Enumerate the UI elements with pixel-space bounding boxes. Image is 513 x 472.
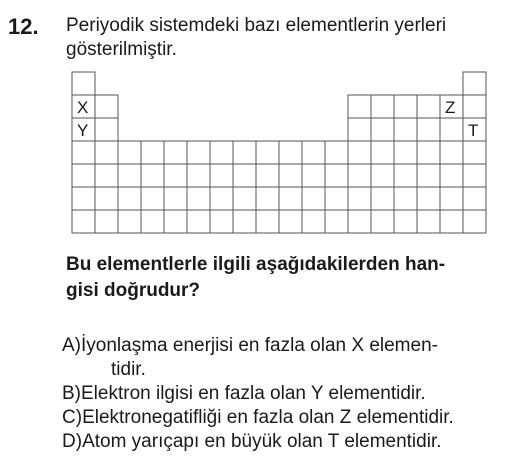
table-cell: [118, 187, 141, 210]
table-cell: [440, 118, 463, 141]
table-cell: [325, 187, 348, 210]
table-cell: [371, 164, 394, 187]
table-cell: [417, 118, 440, 141]
table-cell: [233, 210, 256, 233]
table-cell: [256, 164, 279, 187]
option-d-text: Atom yarıçapı en büyük olan T elementidir.: [82, 431, 442, 452]
table-cell: [141, 210, 164, 233]
table-cell: [118, 210, 141, 233]
table-cell: [233, 141, 256, 164]
table-cell: [463, 72, 486, 95]
table-cell: [118, 141, 141, 164]
table-cell: [348, 187, 371, 210]
stem-line-2: gösterilmiştir.: [66, 39, 177, 60]
option-b-text: Elektron ilgisi en fazla olan Y elementidir.: [81, 383, 426, 404]
table-cell: [187, 164, 210, 187]
table-cell: [325, 141, 348, 164]
table-cell: [371, 141, 394, 164]
table-cell: [463, 210, 486, 233]
table-cell: [417, 95, 440, 118]
table-cell: [141, 164, 164, 187]
table-cell: [95, 210, 118, 233]
table-cell: [95, 187, 118, 210]
table-cell: [164, 164, 187, 187]
table-cell: [302, 141, 325, 164]
table-cell: [302, 187, 325, 210]
table-cell: [417, 187, 440, 210]
table-cell: [417, 141, 440, 164]
table-cell: [95, 141, 118, 164]
table-cell: [463, 187, 486, 210]
prompt-line-1: Bu elementlerle ilgili aşağıdakilerden han-: [66, 254, 446, 275]
table-cell: [463, 164, 486, 187]
option-a-label: A): [62, 335, 81, 356]
table-cell: [187, 210, 210, 233]
table-cell: [463, 95, 486, 118]
table-cell: [210, 164, 233, 187]
table-cell: [279, 210, 302, 233]
table-cell: [72, 141, 95, 164]
option-d-label: D): [62, 431, 83, 452]
table-cell: [256, 210, 279, 233]
periodic-table-grid: [72, 72, 486, 233]
table-cell: [394, 187, 417, 210]
table-cell: [371, 210, 394, 233]
table-cell: [371, 187, 394, 210]
element-label-z: Z: [445, 98, 456, 117]
table-cell: [187, 187, 210, 210]
table-cell: [440, 141, 463, 164]
table-cell: [279, 187, 302, 210]
table-cell: [164, 210, 187, 233]
table-cell: [440, 187, 463, 210]
option-b[interactable]: [62, 382, 510, 406]
stem-line-1: Periyodik sistemdeki bazı elementlerin yerleri: [66, 15, 447, 36]
option-a-text-2: tidir.: [111, 359, 146, 380]
table-cell: [72, 72, 95, 95]
table-cell: [233, 187, 256, 210]
table-cell: [325, 210, 348, 233]
table-cell: [348, 164, 371, 187]
option-a-text-1: İyonlaşma enerjisi en fazla olan X elemen-: [81, 335, 438, 356]
table-cell: [279, 141, 302, 164]
table-cell: [118, 164, 141, 187]
table-cell: [187, 141, 210, 164]
question-number: 12.: [8, 14, 39, 39]
table-cell: [417, 210, 440, 233]
table-cell: [95, 164, 118, 187]
table-cell: [463, 141, 486, 164]
element-label-y: Y: [77, 121, 89, 140]
option-a[interactable]: [62, 334, 510, 382]
table-cell: [256, 141, 279, 164]
table-cell: [95, 118, 118, 141]
table-cell: [394, 164, 417, 187]
option-b-label: B): [62, 383, 81, 404]
table-cell: [210, 141, 233, 164]
table-cell: [394, 210, 417, 233]
option-c-label: C): [62, 407, 83, 428]
table-cell: [348, 95, 371, 118]
answer-options: [62, 334, 510, 454]
table-cell: [302, 210, 325, 233]
table-cell: [394, 118, 417, 141]
table-cell: [302, 164, 325, 187]
table-cell: [325, 164, 348, 187]
table-cell: [440, 164, 463, 187]
question-prompt: [66, 252, 506, 304]
table-cell: [164, 187, 187, 210]
table-cell: [279, 164, 302, 187]
table-cell: [348, 210, 371, 233]
table-cell: [141, 141, 164, 164]
table-cell: [210, 210, 233, 233]
table-cell: [95, 95, 118, 118]
table-cell: [256, 187, 279, 210]
table-cell: [72, 187, 95, 210]
option-c-text: Elektronegatifliği en fazla olan Z elementidir.: [82, 407, 454, 428]
prompt-line-2: gisi doğrudur?: [66, 280, 201, 301]
table-cell: [210, 187, 233, 210]
option-c[interactable]: [62, 406, 510, 430]
table-cell: [371, 118, 394, 141]
table-cell: [394, 141, 417, 164]
table-cell: [233, 164, 256, 187]
table-cell: [394, 95, 417, 118]
table-cell: [371, 95, 394, 118]
table-cell: [72, 164, 95, 187]
table-cell: [440, 210, 463, 233]
table-cell: [348, 118, 371, 141]
table-cell: [141, 187, 164, 210]
table-cell: [72, 210, 95, 233]
element-label-x: X: [77, 98, 89, 117]
table-cell: [417, 164, 440, 187]
table-cell: [164, 141, 187, 164]
option-d[interactable]: [62, 430, 510, 454]
element-label-t: T: [468, 121, 479, 140]
table-cell: [348, 141, 371, 164]
